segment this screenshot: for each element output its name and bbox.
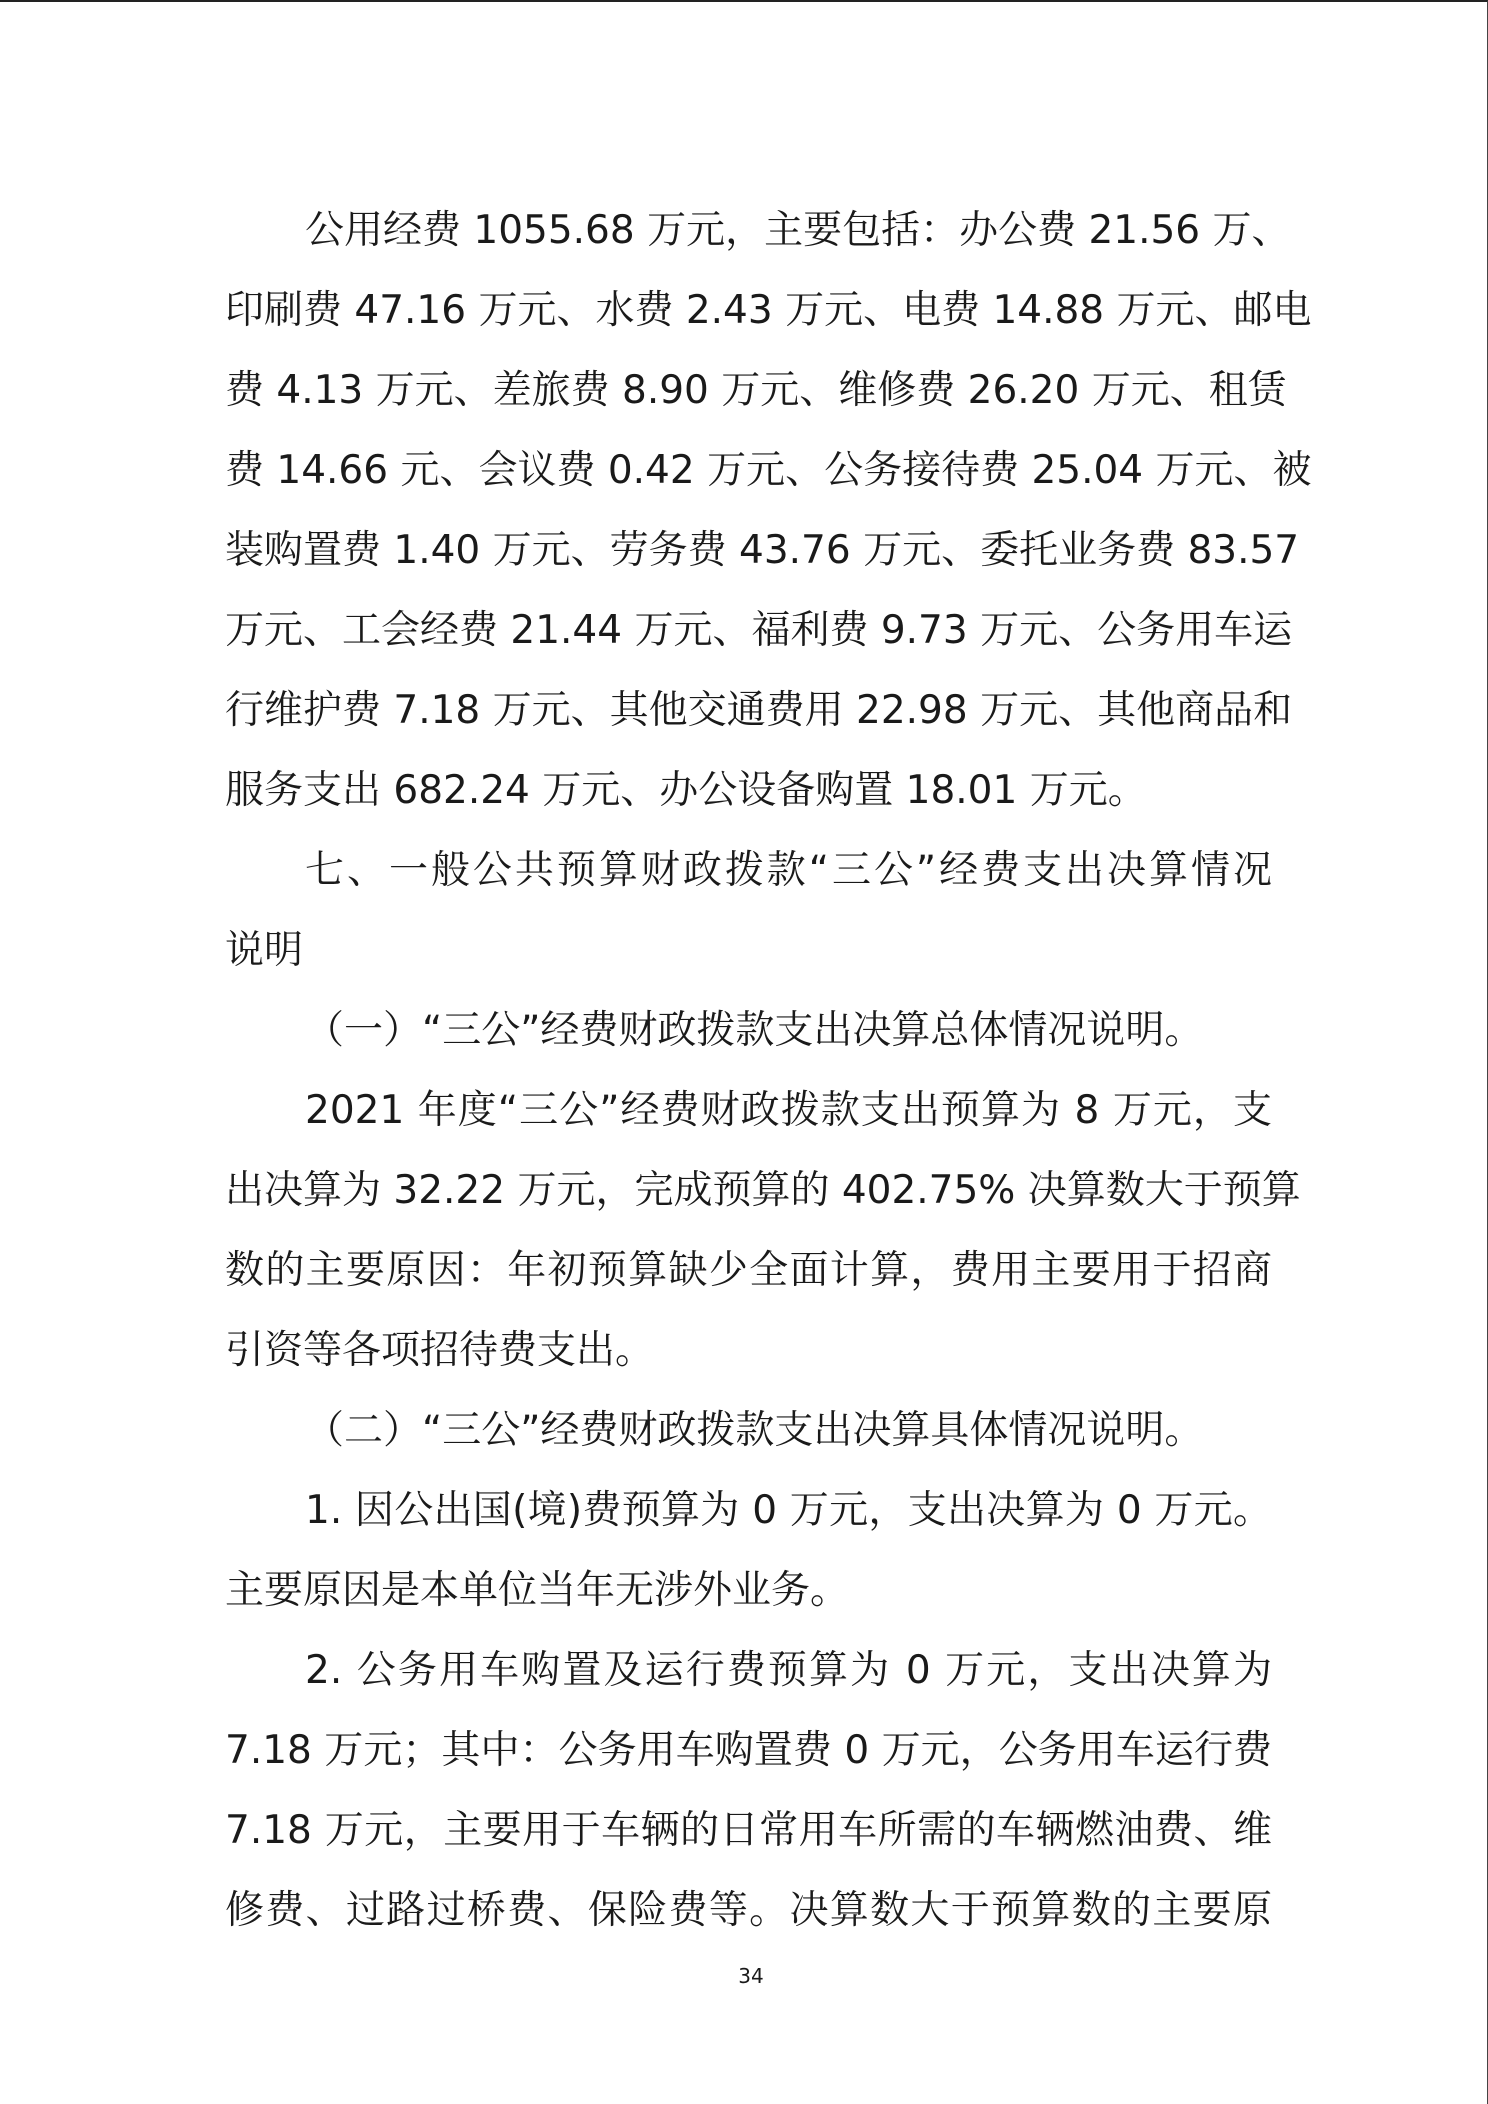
page-number: 34 [738,1964,764,1988]
body-line: 2021 年度“三公”经费财政拨款支出预算为 8 万元，支 [305,1088,1272,1133]
section-heading: 说明 [225,928,304,973]
subsection-heading: （二）“三公”经费财政拨款支出决算具体情况说明。 [305,1408,1204,1453]
body-line: 费 14.66 元、会议费 0.42 万元、公务接待费 25.04 万元、被 [225,448,1312,493]
body-line: 印刷费 47.16 万元、水费 2.43 万元、电费 14.88 万元、邮电 [225,288,1312,333]
body-line: 装购置费 1.40 万元、劳务费 43.76 万元、委托业务费 83.57 [225,528,1300,573]
body-line: 修费、过路过桥费、保险费等。决算数大于预算数的主要原 [225,1888,1272,1933]
body-line: 服务支出 682.24 万元、办公设备购置 18.01 万元。 [225,768,1147,813]
body-line: 引资等各项招待费支出。 [225,1328,655,1373]
body-text [225,191,1312,1951]
body-line: 2. 公务用车购置及运行费预算为 0 万元，支出决算为 [305,1648,1272,1693]
section-heading: 七、一般公共预算财政拨款“三公”经费支出决算情况 [305,848,1272,893]
body-line: 1. 因公出国(境)费预算为 0 万元，支出决算为 0 万元。 [305,1488,1272,1533]
body-line: 主要原因是本单位当年无涉外业务。 [225,1568,850,1613]
body-line: 7.18 万元；其中：公务用车购置费 0 万元，公务用车运行费 [225,1728,1272,1773]
body-line: 费 4.13 万元、差旅费 8.90 万元、维修费 26.20 万元、租赁 [225,368,1287,413]
subsection-heading: （一）“三公”经费财政拨款支出决算总体情况说明。 [305,1008,1204,1053]
body-line: 7.18 万元，主要用于车辆的日常用车所需的车辆燃油费、维 [225,1808,1272,1853]
body-line: 数的主要原因：年初预算缺少全面计算，费用主要用于招商 [225,1248,1272,1293]
body-line: 出决算为 32.22 万元，完成预算的 402.75% 决算数大于预算 [225,1168,1301,1213]
body-line: 公用经费 1055.68 万元，主要包括：办公费 21.56 万、 [305,208,1291,253]
body-line: 行维护费 7.18 万元、其他交通费用 22.98 万元、其他商品和 [225,688,1293,733]
body-line: 万元、工会经费 21.44 万元、福利费 9.73 万元、公务用车运 [225,608,1293,653]
